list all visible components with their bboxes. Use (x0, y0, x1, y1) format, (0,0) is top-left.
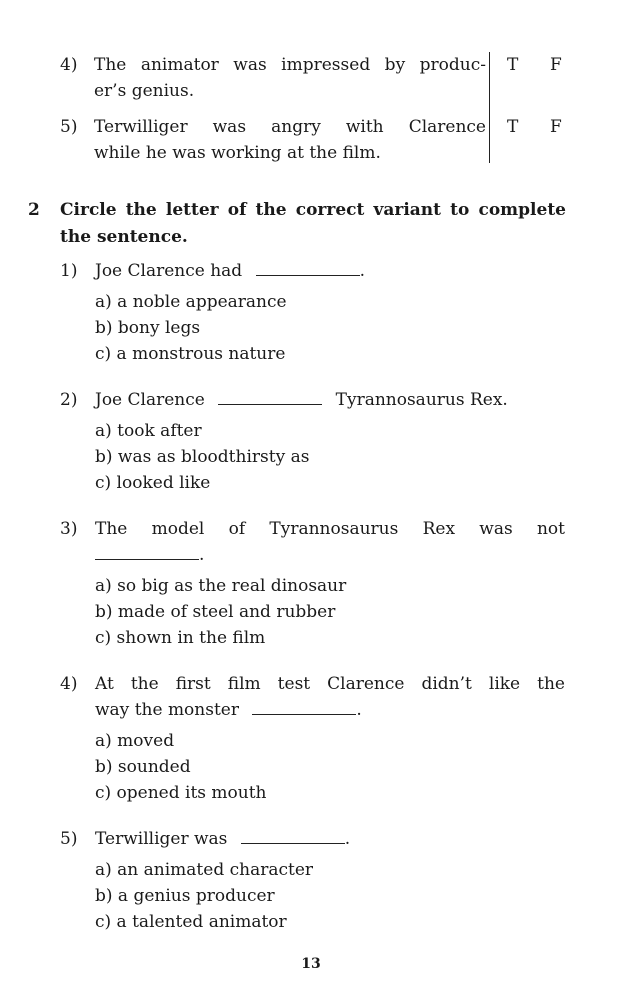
question-text-line: At the first film test Clarence didn’t like the (95, 674, 565, 694)
question-text-start: Joe Clarence had (95, 261, 243, 281)
question-text (95, 516, 565, 568)
question-text-end: Tyrannosaurus Rex. (335, 390, 508, 410)
table-divider (489, 52, 490, 163)
question-text (95, 671, 565, 723)
option-a[interactable]: a) so big as the real dinosaur (95, 576, 347, 596)
instruction-line: Circle the letter of the correct variant to complete (60, 200, 566, 220)
answer-blank[interactable] (252, 697, 356, 715)
options-list (95, 857, 313, 935)
option-a[interactable]: a) a noble appearance (95, 292, 287, 312)
option-a[interactable]: a) took after (95, 421, 202, 441)
answer-blank[interactable] (256, 258, 360, 276)
question-text (95, 387, 565, 413)
answer-blank[interactable] (241, 826, 345, 844)
option-b[interactable]: b) a genius producer (95, 886, 275, 906)
tf-item-line: Terwilliger was angry with Clarence (94, 117, 486, 137)
question-text-start: way the monster (95, 700, 239, 720)
tf-item (60, 52, 580, 114)
question-text (95, 826, 565, 852)
question-text-end: . (199, 545, 205, 565)
tf-item-text (94, 114, 486, 174)
options-list (95, 728, 267, 806)
options-list (95, 418, 309, 496)
tf-item (60, 114, 580, 174)
exercise-instruction (60, 197, 566, 251)
option-a[interactable]: a) moved (95, 731, 175, 751)
option-b[interactable]: b) sounded (95, 757, 191, 777)
tf-item-line: er’s genius. (94, 81, 195, 101)
question-text-end: . (356, 700, 362, 720)
option-b[interactable]: b) bony legs (95, 318, 201, 338)
false-option[interactable]: F (550, 117, 562, 137)
page-number: 13 (301, 956, 321, 972)
tf-item-line: The animator was impressed by produc- (94, 55, 486, 75)
question-text-start: Joe Clarence (95, 390, 205, 410)
tf-item-text (94, 52, 486, 114)
question-text-start: Terwilliger was (95, 829, 228, 849)
options-list (95, 289, 287, 367)
option-b[interactable]: b) made of steel and rubber (95, 602, 336, 622)
option-c[interactable]: c) opened its mouth (95, 783, 267, 803)
question-text-end: . (359, 261, 365, 281)
question-number: 1) (60, 261, 78, 281)
true-false-table (60, 52, 580, 174)
options-list (95, 573, 346, 651)
question-number: 3) (60, 519, 78, 539)
instruction-line: the sentence. (60, 227, 188, 247)
answer-blank[interactable] (95, 542, 199, 560)
question-text-line: The model of Tyrannosaurus Rex was not (95, 519, 565, 539)
question-text-end: . (344, 829, 351, 849)
true-option[interactable]: T (507, 117, 519, 137)
option-b[interactable]: b) was as bloodthirsty as (95, 447, 310, 467)
option-c[interactable]: c) looked like (95, 473, 211, 493)
false-option[interactable]: F (550, 55, 562, 75)
option-c[interactable]: c) a monstrous nature (95, 344, 286, 364)
tf-item-number: 5) (60, 117, 78, 137)
tf-item-number: 4) (60, 55, 78, 75)
question-number: 4) (60, 674, 78, 694)
exercise-number: 2 (28, 200, 40, 220)
tf-item-line: while he was working at the film. (94, 143, 381, 163)
option-c[interactable]: c) a talented animator (95, 912, 287, 932)
answer-blank[interactable] (218, 387, 322, 405)
true-option[interactable]: T (507, 55, 519, 75)
question-number: 5) (60, 829, 78, 849)
question-number: 2) (60, 390, 78, 410)
option-c[interactable]: c) shown in the film (95, 628, 266, 648)
option-a[interactable]: a) an animated character (95, 860, 314, 880)
question-text (95, 258, 565, 284)
